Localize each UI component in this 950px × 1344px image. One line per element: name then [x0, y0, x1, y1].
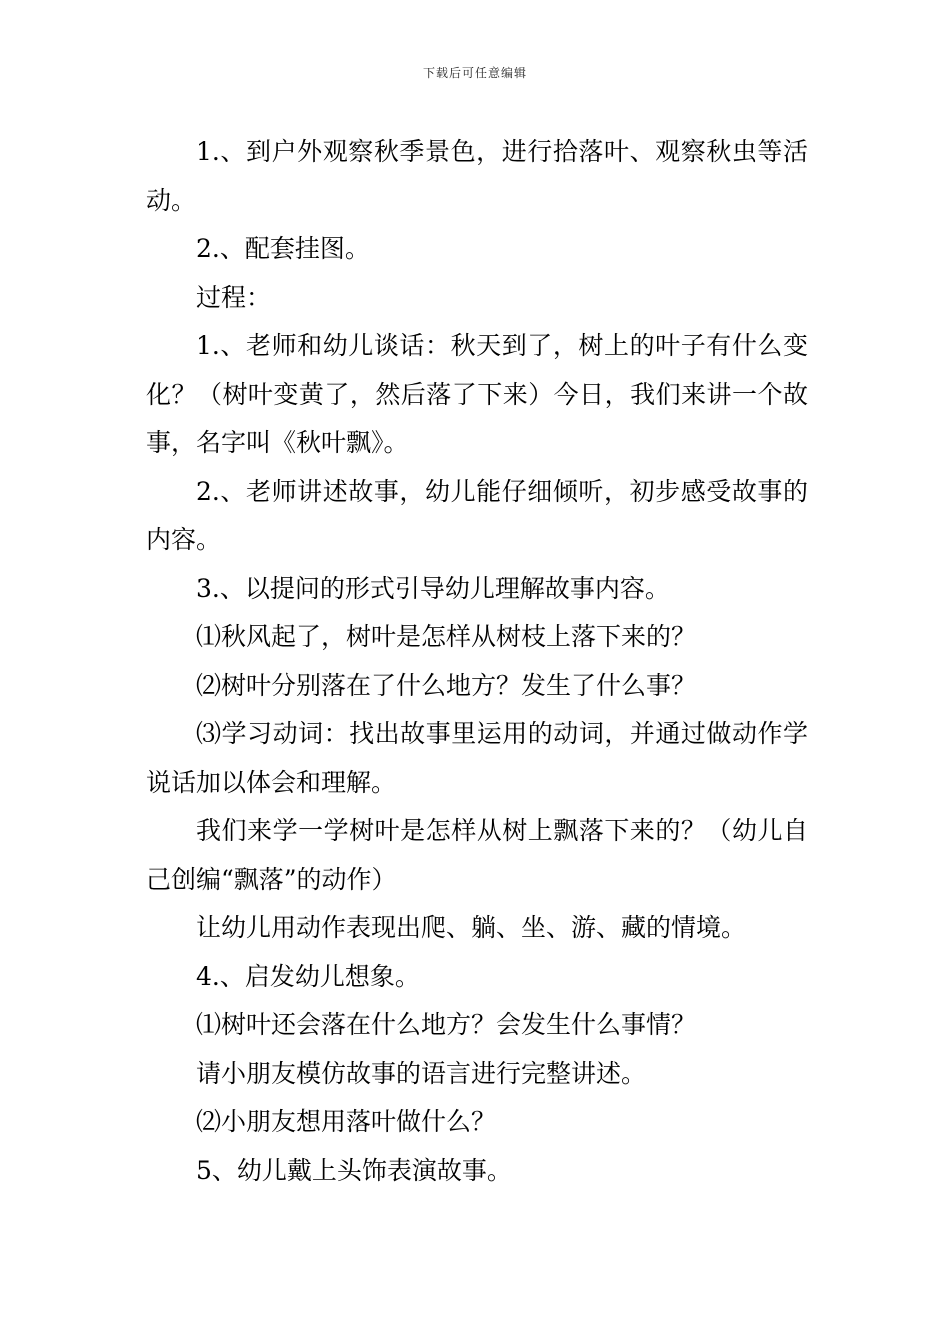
paragraph: 4.、启发幼儿想象。 — [196, 961, 420, 991]
paragraph: ⑶学习动词：找出故事里运用的动词，并通过做动作学说话加以体会和理解。 — [146, 719, 808, 797]
paragraph: 2.、老师讲述故事，幼儿能仔细倾听，初步感受故事的内容。 — [146, 476, 808, 554]
paragraph: ⑵小朋友想用落叶做什么？ — [196, 1107, 497, 1136]
paragraph: 请小朋友模仿故事的语言进行完整讲述。 — [196, 1058, 647, 1088]
document-body — [146, 128, 808, 1195]
paragraph: ⑵树叶分别落在了什么地方？发生了什么事？ — [196, 670, 697, 700]
page-header: 下载后可任意编辑 — [422, 66, 527, 80]
paragraph: 过程： — [196, 282, 272, 312]
paragraph: 1.、老师和幼儿谈话：秋天到了，树上的叶子有什么变化？（树叶变黄了，然后落了下来）今日，我们来讲一个故事，名字叫《秋叶飘》。 — [146, 331, 808, 457]
paragraph: 2.、配套挂图。 — [196, 234, 370, 263]
paragraph: 1.、到户外观察秋季景色，进行拾落叶、观察秋虫等活动。 — [146, 137, 808, 215]
paragraph: ⑴秋风起了，树叶是怎样从树枝上落下来的？ — [196, 622, 697, 651]
paragraph: 让幼儿用动作表现出爬、躺、坐、游、藏的情境。 — [196, 913, 747, 942]
paragraph: ⑴树叶还会落在什么地方？会发生什么事情？ — [196, 1010, 697, 1039]
paragraph: 3.、以提问的形式引导幼儿理解故事内容。 — [196, 573, 670, 603]
paragraph: 5、幼儿戴上头饰表演故事。 — [196, 1155, 512, 1185]
paragraph: 我们来学一学树叶是怎样从树上飘落下来的？（幼儿自己创编“飘落”的动作） — [146, 816, 808, 894]
